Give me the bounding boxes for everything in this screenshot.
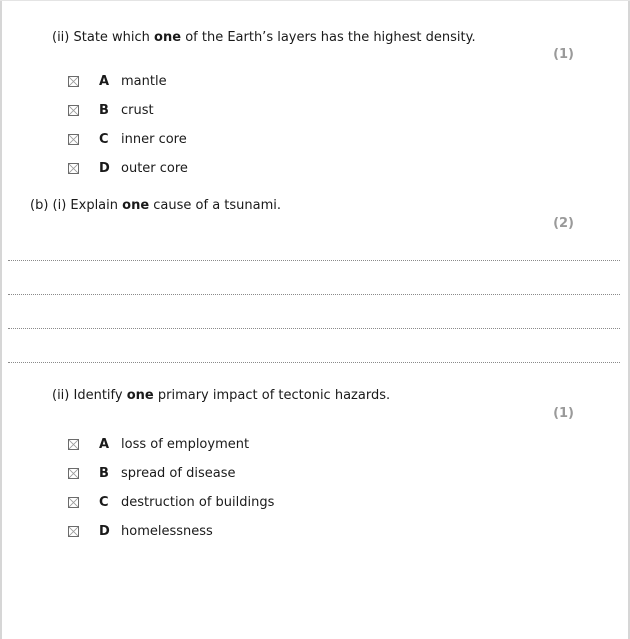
option-text: homelessness: [121, 523, 213, 539]
option-text: inner core: [121, 131, 187, 147]
answer-checkbox-icon[interactable]: [68, 497, 79, 508]
question-a-ii-text: [52, 30, 476, 46]
question-b-ii-prefix: (ii) Identify: [52, 388, 127, 403]
option-letter: C: [99, 494, 109, 510]
option-letter: B: [99, 465, 109, 481]
question-a-ii-suffix: of the Earth’s layers has the highest density.: [181, 30, 476, 45]
question-b-ii-marks: (1): [553, 406, 574, 421]
option-a-ii-B[interactable]: [68, 102, 154, 118]
option-b-ii-D[interactable]: [68, 523, 213, 539]
option-letter: D: [99, 523, 110, 539]
question-b-ii-suffix: primary impact of tectonic hazards.: [153, 388, 391, 403]
option-letter: C: [99, 131, 109, 147]
question-b-i-text: [30, 198, 281, 214]
page-border-left: [0, 0, 2, 639]
option-text: mantle: [121, 73, 167, 89]
answer-checkbox-icon[interactable]: [68, 134, 79, 145]
option-text: crust: [121, 102, 154, 118]
question-b-ii-emphasis: one: [126, 388, 154, 403]
question-a-ii-marks: (1): [553, 47, 574, 62]
question-a-ii-prefix: (ii) State which: [52, 30, 155, 45]
option-letter: A: [99, 73, 110, 89]
answer-checkbox-icon[interactable]: [68, 105, 79, 116]
option-a-ii-C[interactable]: [68, 131, 187, 147]
question-a-ii-emphasis: one: [154, 30, 182, 45]
option-text: outer core: [121, 160, 188, 176]
answer-line-1[interactable]: [8, 260, 620, 261]
option-text: spread of disease: [121, 465, 236, 481]
question-b-ii-text: [52, 388, 390, 404]
option-text: destruction of buildings: [121, 494, 275, 510]
answer-checkbox-icon[interactable]: [68, 76, 79, 87]
page-border-top: [0, 0, 630, 1]
answer-checkbox-icon[interactable]: [68, 468, 79, 479]
option-letter: D: [99, 160, 110, 176]
question-b-i-suffix: cause of a tsunami.: [149, 198, 282, 213]
answer-checkbox-icon[interactable]: [68, 526, 79, 537]
answer-line-2[interactable]: [8, 294, 620, 295]
question-b-i-emphasis: one: [122, 198, 150, 213]
question-b-i-prefix: (b) (i) Explain: [30, 198, 123, 213]
answer-line-4[interactable]: [8, 362, 620, 363]
option-letter: B: [99, 102, 109, 118]
option-a-ii-A[interactable]: [68, 73, 167, 89]
option-b-ii-B[interactable]: [68, 465, 235, 481]
answer-checkbox-icon[interactable]: [68, 439, 79, 450]
question-b-i-marks: (2): [553, 216, 574, 231]
option-text: loss of employment: [121, 436, 250, 452]
answer-checkbox-icon[interactable]: [68, 163, 79, 174]
answer-line-3[interactable]: [8, 328, 620, 329]
option-b-ii-A[interactable]: [68, 436, 249, 452]
option-letter: A: [99, 436, 110, 452]
option-a-ii-D[interactable]: [68, 160, 188, 176]
option-b-ii-C[interactable]: [68, 494, 274, 510]
